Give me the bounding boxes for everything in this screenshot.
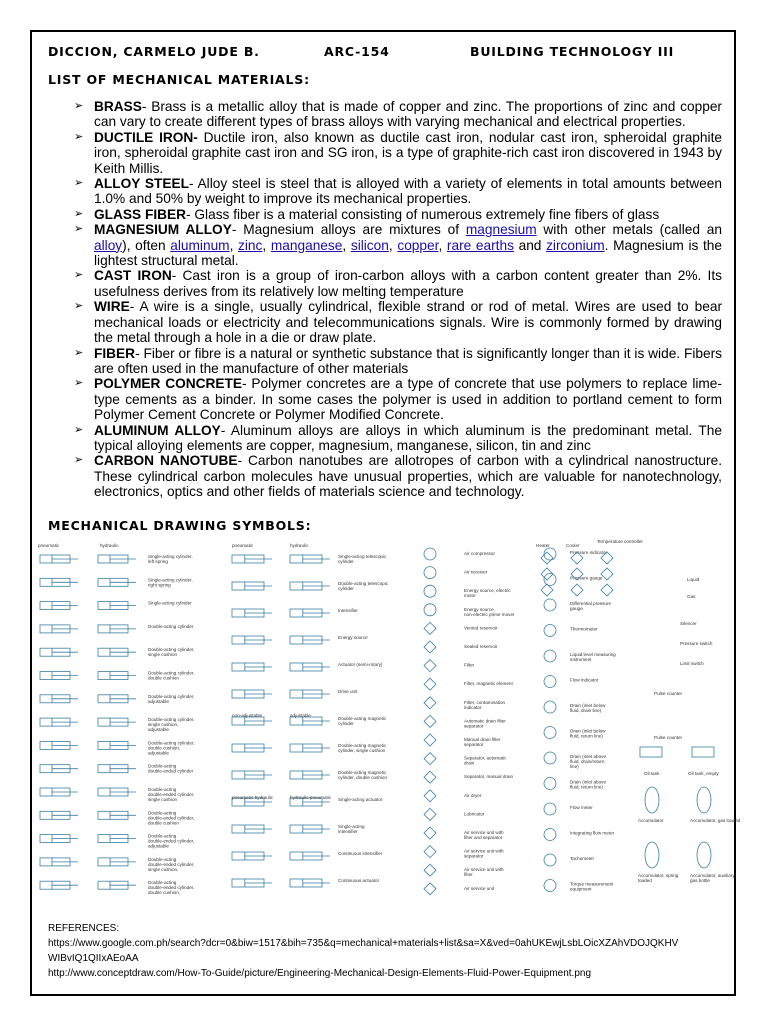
symbol-label: Oil tank: [644, 771, 660, 776]
symbol-label: Differential pressure gauge: [570, 601, 612, 611]
definition: A wire is a single, usually cylindrical, flexible strand or rod of metal. Wires are used to bear mechanical loads or electricity and telecommunications signals. Wire is commonly formed by drawing the metal through a hole in a die or draw plate.: [94, 299, 723, 346]
definition: Ductile iron, also known as ductile cast iron, nodular cast iron, spheroidal graphite iron, spheroidal graphite cast iron and SG iron, is a type of graphite-rich cast iron discovered in 1943 by Keith Millis.: [94, 129, 722, 176]
symbol-label: Double-acting double-ended cylinder, double cushion,: [148, 880, 195, 896]
header-label: Heater: [536, 543, 550, 548]
definition: Brass is a metallic alloy that is made of copper and zinc. The proportions of zinc and copper can vary to create different types of brass alloys with varying mechanical and electrical properties.: [94, 99, 722, 130]
accumulator-icon: [645, 842, 659, 868]
symbol-label: Double-acting magnetic cylinder, single cushion: [338, 743, 387, 753]
definition: Fiber or fibre is a natural or synthetic substance that is significantly longer than it is wide. Fibers are often used in the manufacture of other materials: [94, 345, 722, 376]
term: CARBON NANOTUBE: [94, 453, 238, 469]
p2: with other metals (called an: [536, 222, 722, 238]
symbol-label: Gas: [687, 594, 696, 599]
symbol-label: Pulse counter: [654, 735, 683, 740]
definition: Alloy steel is steel that is alloyed with a variety of elements in total amounts between 1.0% and 50% by weight to improve its mechanical properties.: [94, 176, 722, 207]
arrow-bullet-icon: ➢: [74, 177, 84, 190]
symbol-label: Double-acting cylinder, single cushion, adjustable: [148, 717, 195, 733]
instrument-symbol-icon: [544, 574, 556, 586]
component-symbol-icon: [424, 678, 436, 690]
symbol-label: Automatic drain filter separator: [464, 718, 506, 729]
symbol-label: Filter, magnetic element: [464, 681, 513, 687]
list-item: [72, 299, 722, 345]
and: and: [513, 237, 547, 253]
heat-exchanger-icon: [601, 584, 613, 596]
symbol-label: Double-acting double-ended cylinder, adjustable: [148, 833, 195, 849]
symbol-label: Continuous actuator: [338, 878, 380, 883]
c3: ,: [342, 237, 351, 253]
header-label: pneumatic: [38, 543, 60, 548]
instrument-symbol-icon: [544, 650, 556, 662]
instrument-symbol-icon: [544, 829, 556, 841]
symbol-label: Silencer: [680, 621, 697, 626]
list-item: [72, 423, 722, 454]
list-item: [72, 130, 722, 176]
sub-label: adjustable: [290, 713, 311, 718]
heat-exchanger-icon: [541, 552, 553, 564]
term: POLYMER CONCRETE: [94, 376, 243, 392]
symbol-label: Filter, contamination indicator: [464, 699, 506, 710]
arrow-bullet-icon: ➢: [74, 346, 84, 359]
list-item: [72, 268, 722, 299]
sub-label: pneumatic-hydraulic: [232, 795, 274, 800]
component-symbol-icon: [424, 715, 436, 727]
symbol-label: Double-acting double-ended cylinder, single cushion: [148, 787, 195, 802]
symbol-label: Single-acting cylinder: [148, 600, 192, 606]
term: DUCTILE IRON-: [94, 129, 198, 145]
term: BRASS: [94, 99, 142, 114]
definition: Polymer concretes are a type of concrete that use polymers to replace lime-type cements as a binder. In some cases the polymer is used in addition to portland cement to form Polymer Cement Concrete or Polymer Modified Concrete.: [94, 376, 722, 423]
symbol-label: Drain (inlet below fluid, drain line): [570, 703, 606, 713]
list-item: [72, 176, 722, 207]
symbol-label: Pressure gauge: [570, 575, 603, 581]
symbol-label: Sealed reservoir: [464, 644, 498, 649]
component-symbol-icon: [424, 864, 436, 876]
symbol-label: Vented reservoir: [464, 625, 498, 631]
symbol-label: Manual drain filter separator: [464, 737, 501, 747]
accumulator-icon: [645, 787, 659, 813]
symbol-label: Lubricator: [464, 811, 485, 817]
arrow-bullet-icon: ➢: [74, 377, 84, 390]
c5: ,: [438, 237, 447, 253]
symbol-label: Torque measurement equipment: [570, 881, 614, 892]
definition: Cast iron is a group of iron-carbon alloys with a carbon content greater than 2%. Its usefulness derives from its relatively low melting temperature: [94, 268, 722, 299]
instrument-symbol-icon: [544, 778, 556, 790]
student-name: DICCION, CARMELO JUDE B.: [48, 44, 260, 59]
term: ALLOY STEEL: [94, 176, 189, 192]
header-label: pneumatic: [232, 543, 254, 548]
symbol-label: Accumulator, auxiliary gas bottle: [690, 873, 735, 883]
symbol-label: Air receiver: [464, 569, 488, 575]
instrument-symbol-icon: [544, 880, 556, 892]
list-item: [72, 346, 722, 377]
component-symbol-icon: [424, 734, 436, 746]
p4: . Magnesium is the lightest structural metal.: [94, 237, 723, 269]
symbol-label: Liquid: [687, 577, 700, 582]
symbol-label: Air dryer: [464, 792, 482, 798]
header-label: hydraulic: [290, 543, 309, 548]
p3: ), often: [122, 237, 171, 253]
list-item: [72, 376, 722, 422]
arrow-bullet-icon: ➢: [74, 269, 84, 282]
link-magnesium[interactable]: magnesium: [465, 222, 537, 238]
symbol-label: Actuator (semi-rotary): [338, 662, 383, 667]
component-symbol-icon: [424, 641, 436, 653]
link-zirconium[interactable]: zirconium: [546, 237, 605, 253]
symbol-label: Accumulator, spring loaded: [638, 873, 679, 883]
c1: ,: [229, 237, 239, 253]
symbol-label: Double-acting telescopic cylinder: [338, 581, 389, 591]
component-symbol-icon: [424, 567, 436, 579]
instrument-symbol-icon: [544, 803, 556, 815]
symbol-label: Integrating flow meter: [570, 830, 615, 836]
symbol-label: Single-acting cylinder, left spring: [148, 554, 193, 564]
symbol-label: Tachometer: [570, 856, 594, 861]
symbol-label: Air service unit: [464, 885, 495, 891]
sep: -: [220, 422, 231, 438]
sep: -: [135, 345, 144, 361]
sub-label: hydraulic-pneumatic: [290, 795, 332, 800]
reference-link[interactable]: http://www.conceptdraw.com/How-To-Guide/picture/Engineering-Mechanical-Design-Elements-Fluid-Power-Equipment.png: [48, 968, 592, 979]
symbol-label: Drain (inlet below fluid, return line): [570, 728, 606, 739]
component-symbol-icon: [424, 697, 436, 709]
component-symbol-icon: [424, 585, 436, 597]
symbol-label: Pulse counter: [654, 691, 683, 696]
p1: - Magnesium alloys are mixtures of: [231, 222, 466, 238]
arrow-bullet-icon: ➢: [74, 223, 84, 236]
sep: -: [171, 268, 183, 284]
tank-icon: [640, 747, 662, 757]
subject-title: BUILDING TECHNOLOGY III: [470, 44, 675, 59]
accumulator-icon: [697, 842, 711, 868]
symbol-label: Single-acting telescopic cylinder: [338, 554, 387, 564]
sep: -: [186, 206, 195, 222]
materials-heading: LIST OF MECHANICAL MATERIALS:: [48, 72, 310, 87]
sep: -: [129, 299, 140, 315]
symbol-label: Continuous intensifier: [338, 851, 383, 856]
symbol-label: Drain (inlet above fluid, drain/return line): [570, 754, 607, 769]
list-item: [72, 453, 722, 499]
heat-exchanger-icon: [571, 584, 583, 596]
term: GLASS FIBER: [94, 206, 187, 222]
component-symbol-icon: [424, 790, 436, 802]
symbol-label: Accumulator, gas loaded: [690, 818, 741, 823]
symbol-label: Double-acting double-ended cylinder, double cushion: [148, 810, 195, 826]
symbol-label: Double-acting cylinder, double cushion, adjustable: [148, 740, 195, 756]
symbol-label: Double-acting cylinder, double cushion: [148, 670, 195, 681]
header-label: Cooler: [566, 543, 580, 548]
header-label: Temperature controller: [597, 539, 643, 544]
instrument-symbol-icon: [544, 727, 556, 739]
symbol-label: Flow indicator: [570, 677, 599, 683]
symbol-label: Filter: [464, 662, 475, 668]
symbol-label: Thermometer: [570, 626, 598, 632]
component-symbol-icon: [424, 827, 436, 839]
c2: ,: [262, 237, 271, 253]
sep: -: [237, 453, 249, 469]
component-symbol-icon: [424, 771, 436, 783]
component-symbol-icon: [424, 548, 436, 560]
component-symbol-icon: [424, 753, 436, 765]
symbol-label: Single-acting intensifier: [338, 824, 365, 834]
definition: Glass fiber is a material consisting of numerous extremely fine fibers of glass: [194, 206, 660, 222]
component-symbol-icon: [424, 846, 436, 858]
symbol-label: Pressure indicator: [570, 550, 608, 555]
references: [48, 921, 728, 981]
tank-icon: [692, 747, 714, 757]
symbol-label: Single-acting actuator: [338, 797, 383, 802]
instrument-symbol-icon: [544, 548, 556, 560]
arrow-bullet-icon: ➢: [74, 300, 84, 313]
course-code: ARC-154: [324, 44, 390, 59]
c4: ,: [388, 237, 398, 253]
component-symbol-icon: [424, 604, 436, 616]
symbol-label: Drain (inlet above fluid, return line): [570, 779, 607, 790]
symbol-label: Liquid level measuring instrument: [570, 652, 616, 662]
list-item: [72, 207, 722, 222]
symbol-label: Separator, automatic drain: [464, 755, 507, 766]
sep: -: [141, 99, 152, 114]
reference-link[interactable]: WIBvIQ1QIIxAEoAA: [48, 953, 139, 964]
component-symbol-icon: [424, 808, 436, 820]
symbol-label: Air compressor: [464, 551, 495, 556]
symbol-label: Energy source: [338, 635, 368, 640]
arrow-bullet-icon: ➢: [74, 100, 84, 112]
link-zinc[interactable]: zinc: [238, 237, 263, 253]
instrument-symbol-icon: [544, 752, 556, 764]
symbol-label: Double-acting magnetic cylinder, double cushion: [338, 770, 388, 780]
instrument-symbol-icon: [544, 599, 556, 611]
term: ALUMINUM ALLOY: [94, 422, 221, 438]
arrow-bullet-icon: ➢: [74, 130, 84, 143]
component-symbol-icon: [424, 660, 436, 672]
instrument-symbol-icon: [544, 701, 556, 713]
term: MAGNESIUM ALLOY: [94, 222, 232, 238]
reference-link[interactable]: https://www.google.com.ph/search?dcr=0&biw=1517&bih=735&q=mechanical+materials+list&sa=X&ved=0ahUKEwjLsbLOicXZAhVDOJQKHV: [48, 938, 679, 949]
symbol-label: Single-acting cylinder, right spring: [148, 577, 193, 588]
symbol-label: Accumulator: [638, 818, 664, 823]
instrument-symbol-icon: [544, 625, 556, 637]
symbols-heading: MECHANICAL DRAWING SYMBOLS:: [48, 518, 312, 533]
arrow-bullet-icon: ➢: [74, 454, 84, 467]
symbol-label: Flow meter: [570, 805, 593, 810]
arrow-bullet-icon: ➢: [74, 423, 84, 436]
definition: Carbon nanotubes are allotropes of carbon with a cylindrical nanostructure. These cylindrical carbon molecules have unusual properties, which are valuable for nanotechnology, electronics, optics and other fields of materials science and technology.: [94, 453, 722, 500]
component-symbol-icon: [424, 883, 436, 895]
symbol-label: Double-acting cylinder: [148, 623, 194, 629]
symbol-label: Air service unit with separator: [464, 848, 504, 859]
heat-exchanger-icon: [601, 568, 613, 580]
link-alloy[interactable]: alloy: [94, 237, 123, 253]
definition: Aluminum alloys are alloys in which aluminum is the predominant metal. The typical alloying elements are copper, magnesium, manganese, silicon, tin and zinc: [94, 422, 722, 453]
symbol-label: Separator, manual drain: [464, 774, 514, 780]
symbol-label: Energy source, electric motor: [464, 588, 511, 599]
term: WIRE: [94, 299, 130, 315]
symbol-label: Double-acting magnetic cylinder: [338, 716, 387, 726]
link-copper[interactable]: copper: [397, 237, 439, 253]
arrow-bullet-icon: ➢: [74, 207, 84, 220]
sep: -: [242, 376, 252, 392]
symbol-label: Double-acting double-ended cylinder, single cushion,: [148, 856, 195, 872]
heat-exchanger-icon: [541, 584, 553, 596]
list-item: [72, 99, 722, 130]
symbol-label: Double-acting cylinder, adjustable: [148, 693, 195, 704]
term: CAST IRON: [94, 268, 172, 284]
link-rare-earths[interactable]: rare earths: [446, 237, 514, 253]
instrument-symbol-icon: [544, 854, 556, 866]
symbol-label: Limit switch: [680, 661, 704, 666]
sep: -: [188, 176, 198, 192]
materials-list: [72, 99, 722, 500]
instrument-symbol-icon: [544, 676, 556, 688]
symbol-label: Drive unit: [338, 689, 358, 694]
accumulator-icon: [697, 787, 711, 813]
symbol-label: Oil tank, empty: [688, 771, 719, 776]
symbol-label: Double-acting double-ended cylinder: [148, 763, 194, 774]
term: FIBER: [94, 345, 136, 361]
sub-label: non-adjustable: [232, 713, 263, 718]
symbol-label: Intensifier: [338, 608, 358, 613]
header-label: hydraulic: [100, 543, 119, 548]
list-item: [72, 222, 722, 268]
mechanical-symbols-chart: [32, 535, 741, 905]
symbol-label: Energy source, non-electric prime mover: [464, 606, 515, 617]
component-symbol-icon: [424, 622, 436, 634]
link-manganese[interactable]: manganese: [270, 237, 343, 253]
references-title: REFERENCES:: [48, 923, 120, 934]
symbol-label: Air service unit with filter: [464, 867, 504, 878]
link-silicon[interactable]: silicon: [350, 237, 389, 253]
symbol-label: Double-acting cylinder, single cushion: [148, 647, 195, 658]
symbol-label: Pressure switch: [680, 641, 713, 646]
link-aluminum[interactable]: aluminum: [170, 237, 230, 253]
symbol-label: Air service unit with filter and separator: [464, 830, 504, 840]
